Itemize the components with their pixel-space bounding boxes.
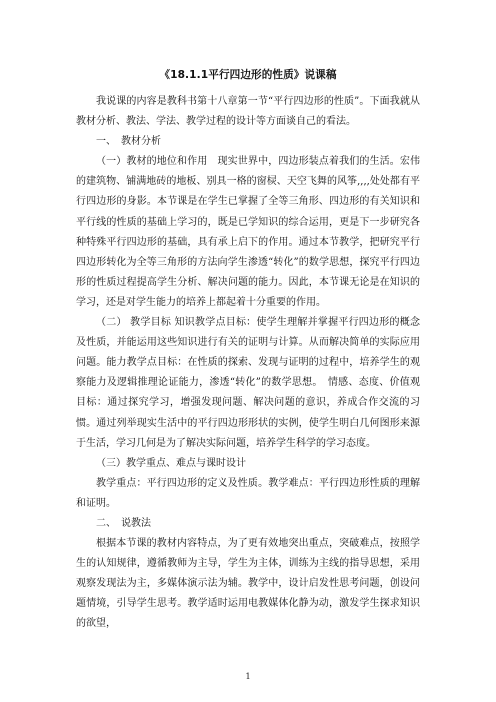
document-title: 《18.1.1平行四边形的性质》说课稿: [159, 69, 337, 81]
section-heading-teaching-method: 二、 说教法: [96, 517, 151, 529]
status-and-role-paragraph: （一）教材的地位和作用 现实世界中，四边形装点着我们的生活。宏伟的建筑物、铺满地砖的地板、别具一格的窗棂、天空飞舞的风筝,,,,处处都有平行四边形的身影。本节课是在学生已掌握了全等三角形、四边形的有关知识和平行线的性质的基础上学习的，既是已学知识的综合运用，更是下一步研究各种特殊平行四边形的基础，具有承上启下的作用。通过本节教学，把研究平行四边形转化为全等三角形的方法向学生渗透“转化”的数学思想，探究平行四边形的性质过程提高学生分析、解决问题的能力。因此，本节课无论是在知识的学习，还是对学生能力的培养上都起着十分重要的作用。: [76, 156, 420, 308]
key-points-paragraph: 教学重点：平行四边形的定义及性质。教学难点：平行四边形性质的理解和证明。: [76, 477, 420, 509]
page-number: 1: [245, 672, 251, 681]
teaching-objectives-paragraph: （二） 教学目标 知识教学点目标：使学生理解并掌握平行四边形的概念及性质，并能运用这些知识进行有关的证明与计算。从而解决简单的实际应用问题。能力教学点目标：在性质的探索、发现与证明的过程中，培养学生的观察能力及逻辑推理论证能力，渗透“转化”的数学思想。 情感、态度、价值观目标：通过探究学习，增强发现问题、解决问题的意识，养成合作交流的习惯。通过列举现实生活中的平行四边形形状的实例，使学生明白几何图形来源于生活，学习几何是为了解决实际问题，培养学生科学的学习态度。: [76, 317, 420, 449]
intro-paragraph: 我说课的内容是教科书第十八章第一节“平行四边形的性质”。下面我就从教材分析、教法、学法、教学过程的设计等方面谈自己的看法。: [76, 96, 420, 128]
subsection-heading-key-points: （三）教学重点、难点与课时设计: [96, 457, 246, 469]
document-body: [76, 92, 420, 635]
section-heading-textbook-analysis: 一、 教材分析: [96, 136, 161, 148]
teaching-method-paragraph: 根据本节课的教材内容特点，为了更有效地突出重点，突破难点，按照学生的认知规律，遵循教师为主导，学生为主体，训练为主线的指导思想，采用观察发现法为主，多媒体演示法为辅。教学中，设计启发性思考问题，创设问题情境，引导学生思考。教学适时运用电教媒体化静为动，激发学生探求知识的欲望，: [76, 538, 420, 630]
